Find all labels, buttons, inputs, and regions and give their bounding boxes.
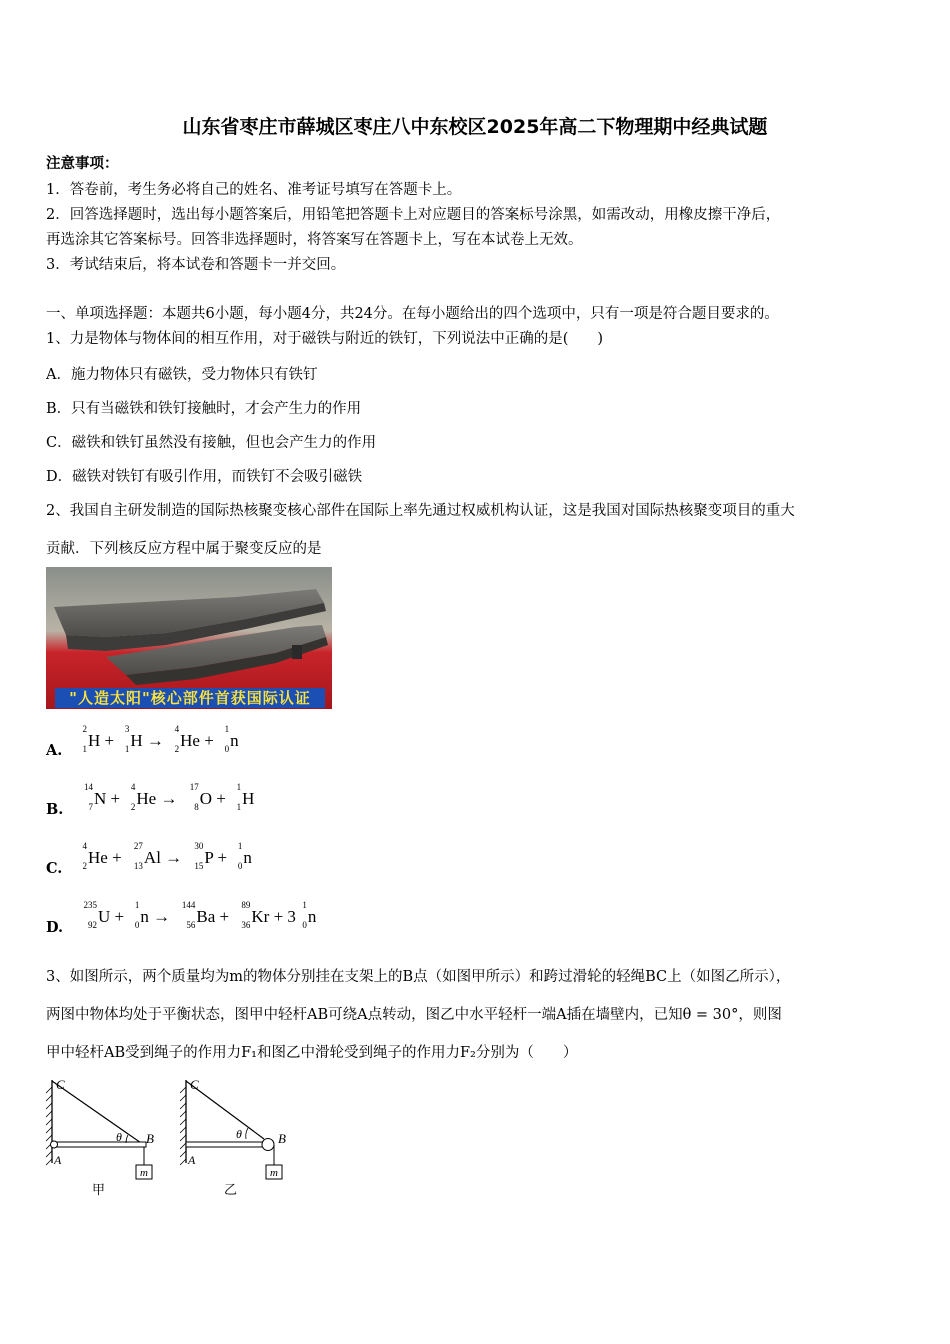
photo-caption: "人造太阳"核心部件首获国际认证 [55,688,325,708]
label-a: A [188,1153,196,1167]
question-2-stem: 贡献．下列核反应方程中属于聚变反应的是 [46,541,322,557]
question-2-option-d-label[interactable]: D. [46,919,64,936]
label-jia: 甲 [92,1183,106,1198]
label-theta: θ [236,1127,242,1141]
question-3-stem: 甲中轻杆AB受到绳子的作用力F₁和图乙中滑轮受到绳子的作用力F₂分别为（ ） [46,1045,578,1061]
question-1-option-a[interactable]: A．施力物体只有磁铁，受力物体只有铁钉 [46,367,318,383]
label-yi: 乙 [224,1183,238,1198]
notice-item: 3．考试结束后，将本试卷和答题卡一并交回。 [46,257,346,273]
label-a: A [54,1153,62,1167]
question-1-stem: 1、力是物体与物体间的相互作用，对于磁铁与附近的铁钉，下列说法中正确的是( ) [46,331,604,347]
question-3-stem: 两图中物体均处于平衡状态，图甲中轻杆AB可绕A点转动，图乙中水平轻杆一端A插在墙壁内，已知θ = 30°，则图 [46,1007,782,1023]
label-c: C [190,1077,199,1092]
label-b: B [146,1131,154,1146]
notice-item: 2．回答选择题时，选出每小题答案后，用铅笔把答题卡上对应题目的答案标号涂黑，如需改动，用橡皮擦干净后， [46,207,781,223]
label-theta: θ [116,1130,122,1144]
section-heading: 一、单项选择题：本题共6小题，每小题4分，共24分。在每小题给出的四个选项中，只有一项是符合题目要求的。 [46,306,779,322]
figure-jia [44,1075,174,1204]
notice-heading: 注意事项： [46,155,119,172]
question-2-option-a-equation[interactable]: 2 1 H + 3 1 H → 4 2 He + 1 0 n [82,724,239,754]
label-c: C [56,1077,65,1092]
question-1-option-d[interactable]: D．磁铁对铁钉有吸引作用，而铁钉不会吸引磁铁 [46,469,363,485]
question-2-option-b-equation[interactable]: 14 7 N + 4 2 He → 17 8 O + 1 1 H [84,782,255,812]
question-2-option-d-equation[interactable]: 235 92 U + 1 0 n → 144 56 Ba + 89 36 Kr + 3 1 0 n [83,900,317,930]
question-2-option-a-label[interactable]: A. [46,742,63,759]
question-2-option-b-label[interactable]: B. [46,801,64,818]
question-2-option-c-equation[interactable]: 4 2 He + 27 13 Al → 30 15 P + 1 0 n [82,841,252,871]
label-m: m [270,1167,278,1179]
notice-item: 1．答卷前，考生务必将自己的姓名、准考证号填写在答题卡上。 [46,182,462,198]
question-2-option-c-label[interactable]: C. [46,860,63,877]
label-m: m [140,1167,148,1179]
question-3-stem: 3、如图所示，两个质量均为m的物体分别挂在支架上的B点（如图甲所示）和跨过滑轮的轻绳BC上（如图乙所示）， [46,969,791,985]
figure-yi [178,1075,308,1204]
notice-item: 再选涂其它答案标号。回答非选择题时，将答案写在答题卡上，写在本试卷上无效。 [46,232,583,248]
page-title: 山东省枣庄市薛城区枣庄八中东校区2025年高二下物理期中经典试题 [182,116,768,138]
question-1-option-b[interactable]: B．只有当磁铁和铁钉接触时，才会产生力的作用 [46,401,362,417]
label-b: B [278,1131,286,1146]
question-1-option-c[interactable]: C．磁铁和铁钉虽然没有接触，但也会产生力的作用 [46,435,377,451]
question-2-stem: 2、我国自主研发制造的国际热核聚变核心部件在国际上率先通过权威机构认证，这是我国对国际热核聚变项目的重大 [46,503,795,519]
